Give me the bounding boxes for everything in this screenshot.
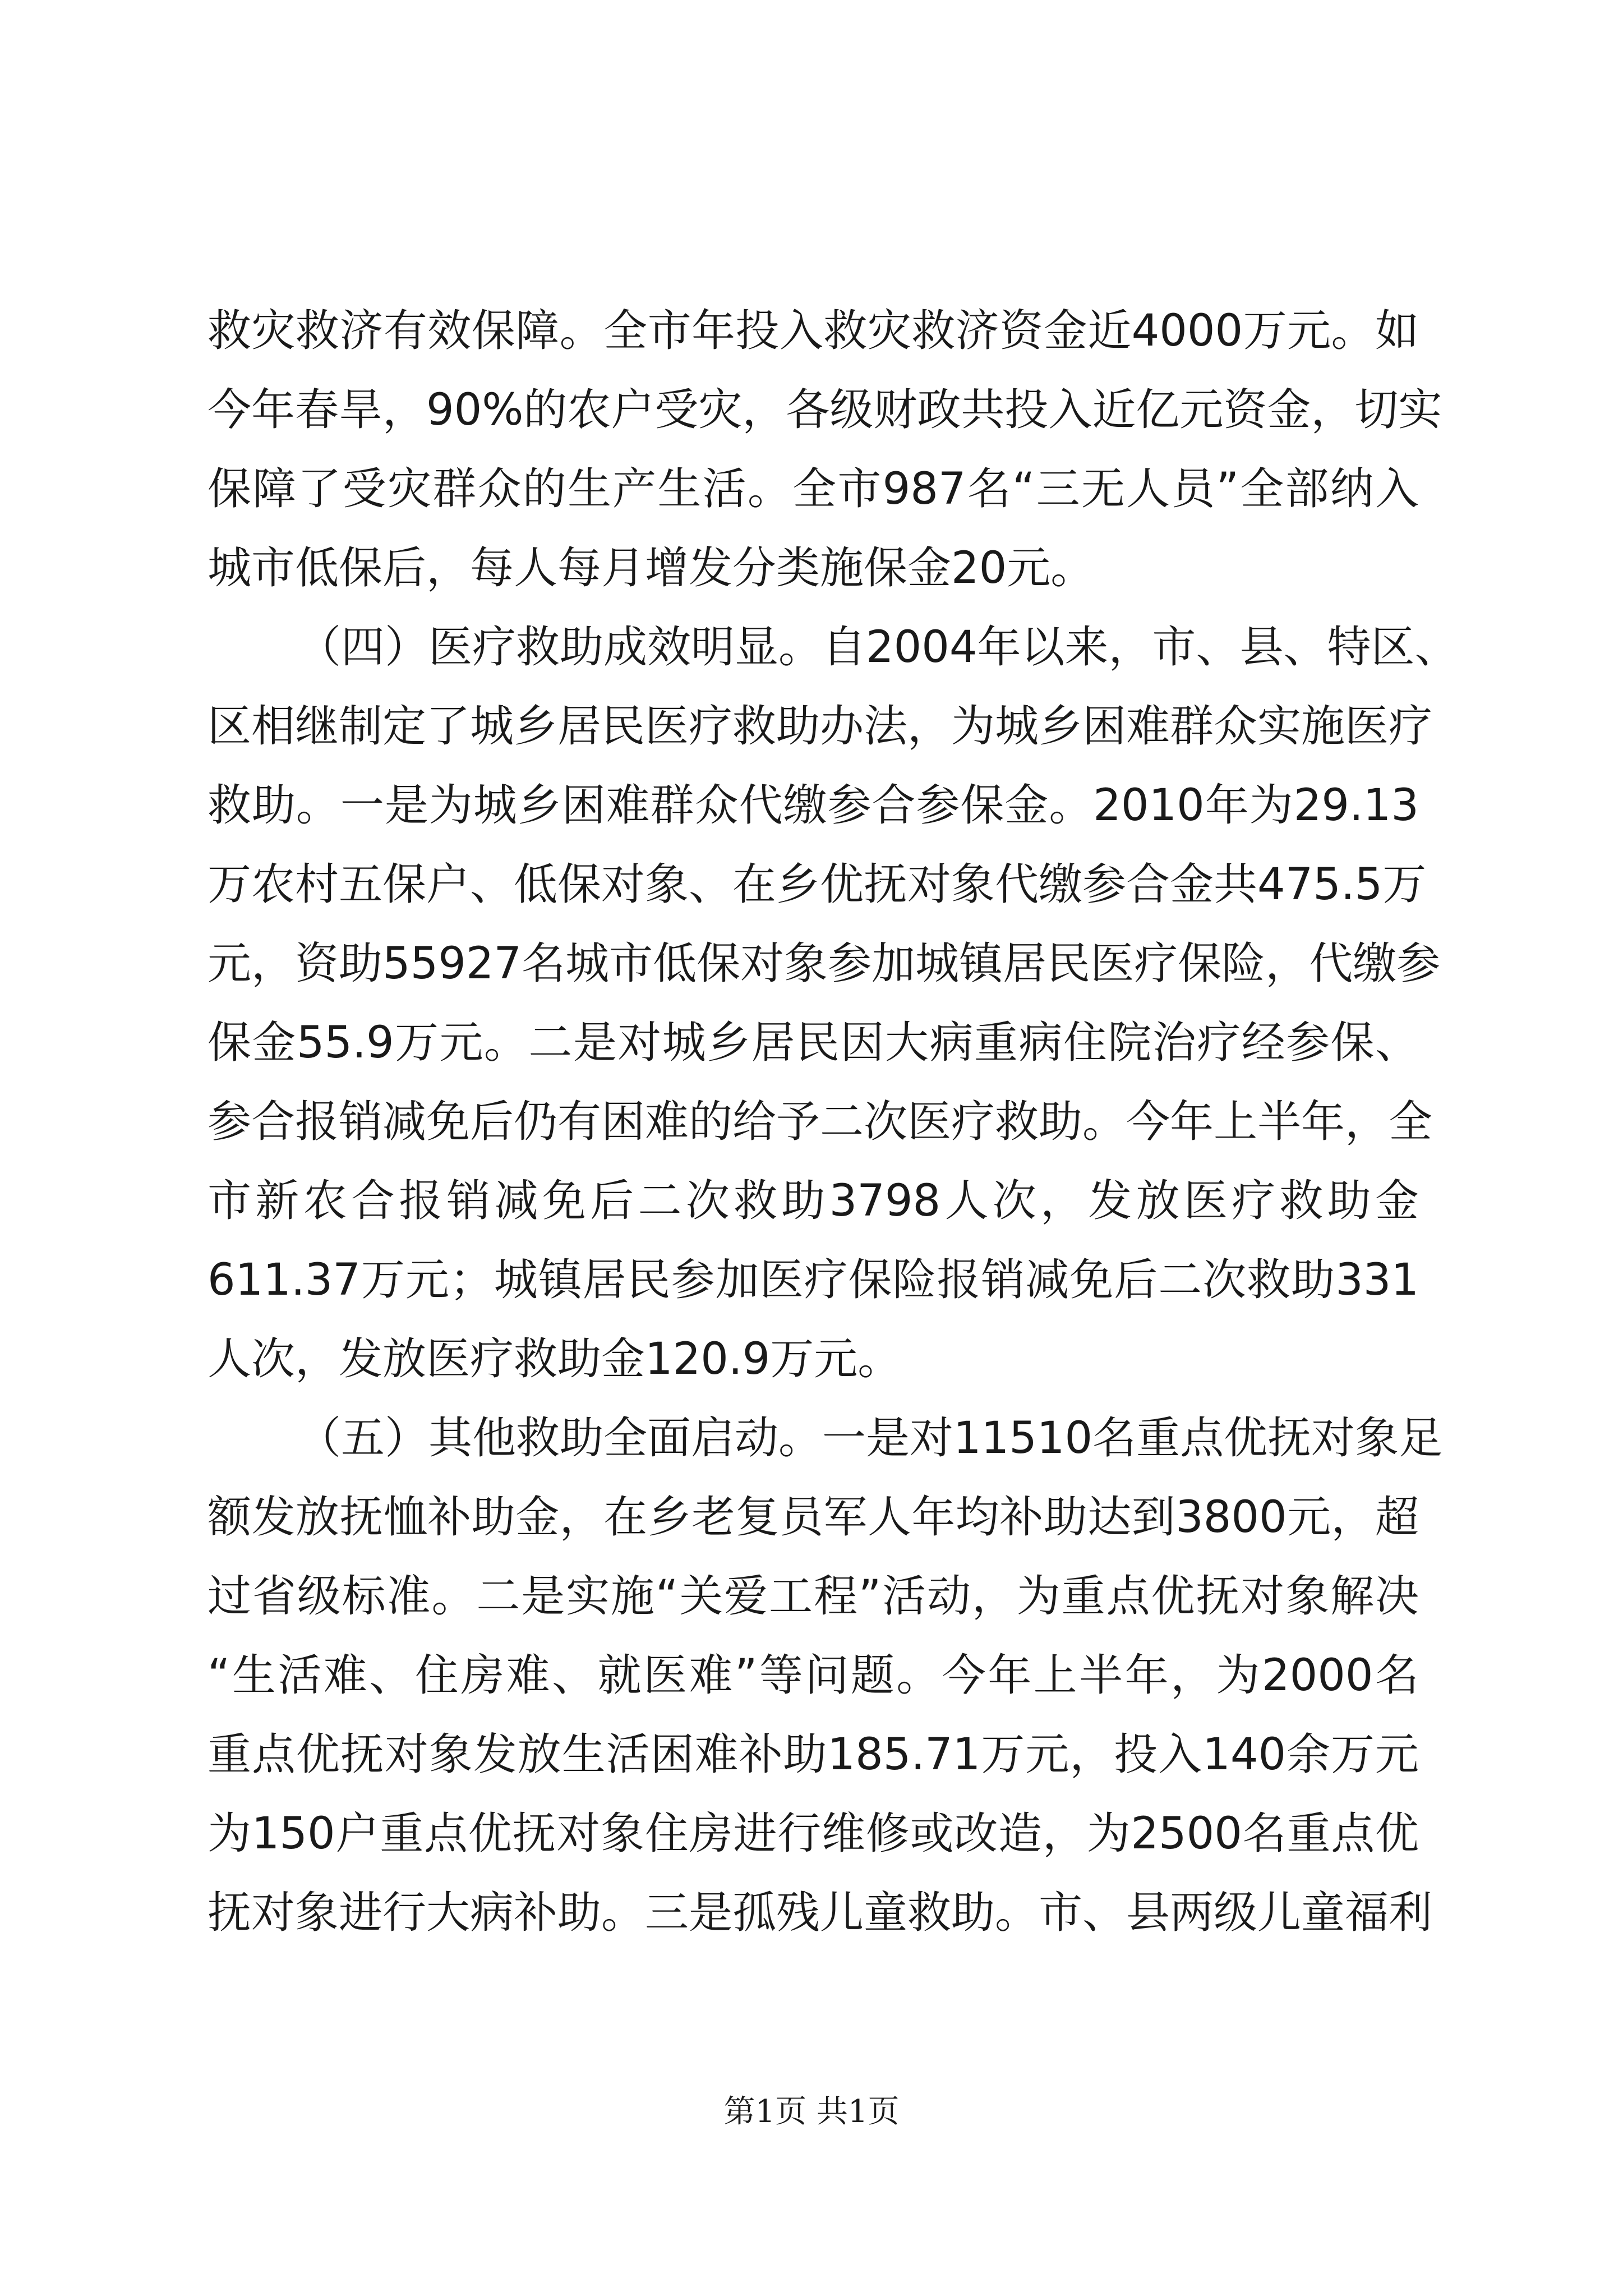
text-line: 元，资助55927名城市低保对象参加城镇居民医疗保险，代缴参 — [208, 938, 1441, 989]
text-line: （四）医疗救助成效明显。自2004年以来，市、县、特区、 — [297, 622, 1459, 673]
text-line: 保障了受灾群众的生产生活。全市987名“三无人员”全部纳入 — [208, 464, 1419, 514]
text-line: 市新农合报销减免后二次救助3798人次，发放医疗救助金 — [208, 1176, 1419, 1226]
text-line: （五）其他救助全面启动。一是对11510名重点优抚对象足 — [297, 1413, 1443, 1464]
text-line: 保金55.9万元。二是对城乡居民因大病重病住院治疗经参保、 — [208, 1018, 1419, 1068]
text-line: “生活难、住房难、就医难”等问题。今年上半年，为2000名 — [208, 1650, 1419, 1701]
text-line: 611.37万元；城镇居民参加医疗保险报销减免后二次救助331 — [208, 1255, 1419, 1305]
text-line: 万农村五保户、低保对象、在乡优抚对象代缴参合金共475.5万 — [208, 859, 1427, 910]
text-line: 重点优抚对象发放生活困难补助185.71万元，投入140余万元 — [208, 1729, 1419, 1780]
text-line: 参合报销减免后仍有困难的给予二次医疗救助。今年上半年，全 — [208, 1097, 1433, 1147]
page-footer: 第1页 共1页 — [723, 2093, 900, 2130]
text-line: 为150户重点优抚对象住房进行维修或改造，为2500名重点优 — [208, 1809, 1419, 1859]
text-line: 人次，发放医疗救助金120.9万元。 — [208, 1334, 902, 1384]
text-line: 区相继制定了城乡居民医疗救助办法，为城乡困难群众实施医疗 — [208, 701, 1433, 752]
document-body — [208, 292, 1459, 1953]
text-line: 城市低保后，每人每月增发分类施保金20元。 — [208, 543, 1095, 593]
text-line: 救灾救济有效保障。全市年投入救灾救济资金近4000万元。如 — [208, 306, 1419, 356]
text-line: 抚对象进行大病补助。三是孤残儿童救助。市、县两级儿童福利 — [208, 1888, 1433, 1938]
text-line: 过省级标准。二是实施“关爱工程”活动，为重点优抚对象解决 — [208, 1571, 1419, 1622]
text-line: 救助。一是为城乡困难群众代缴参合参保金。2010年为29.13 — [208, 780, 1419, 831]
text-line: 额发放抚恤补助金，在乡老复员军人年均补助达到3800元，超 — [208, 1492, 1419, 1543]
text-line: 今年春旱，90%的农户受灾，各级财政共投入近亿元资金，切实 — [208, 385, 1442, 435]
